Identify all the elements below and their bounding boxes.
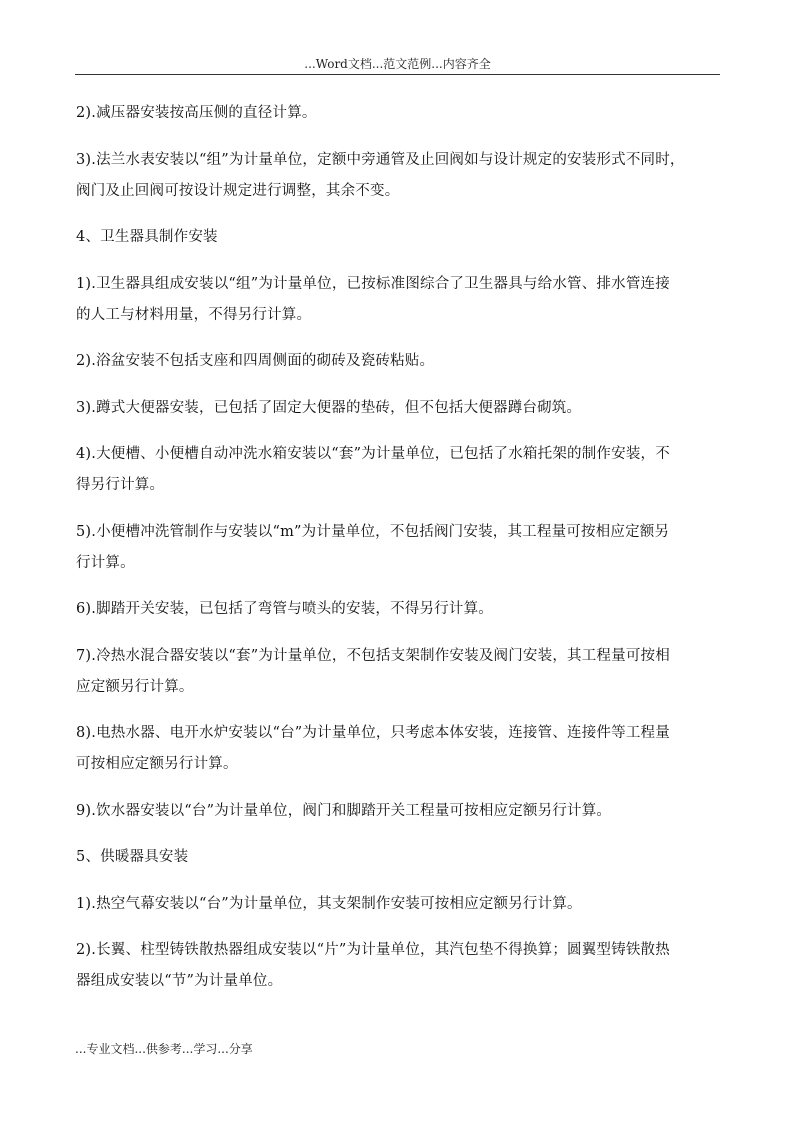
paragraph-water-heater — [76, 718, 720, 780]
paragraph-line: 得另行计算。 — [76, 477, 165, 493]
paragraph-line: 的人工与材料用量，不得另行计算。 — [76, 306, 312, 323]
paragraph-line: 3).蹲式大便器安装，已包括了固定大便器的垫砖，但不包括大便器蹲台砌筑。 — [76, 399, 582, 416]
page-footer: ...专业文档...供参考...学习...分享 — [75, 1042, 253, 1056]
section-heading-text: 5、供暖器具安装 — [76, 849, 189, 865]
paragraph-sanitary-assembly — [76, 269, 720, 331]
paragraph-line: 2).浴盆安装不包括支座和四周侧面的砌砖及瓷砖粘贴。 — [76, 353, 435, 369]
paragraph-line: 2).减压器安装按高压侧的直径计算。 — [76, 105, 317, 121]
paragraph-radiator — [76, 935, 720, 997]
paragraph-squat-toilet — [76, 393, 720, 424]
paragraph-flange-water-meter — [76, 145, 720, 207]
paragraph-line: 应定额另行计算。 — [76, 678, 194, 695]
header-divider — [75, 74, 720, 75]
section-heading-heating — [76, 842, 720, 873]
paragraph-line: 9).饮水器安装以“台”为计量单位，阀门和脚踏开关工程量可按相应定额另行计算。 — [76, 802, 612, 819]
paragraph-line: 阀门及止回阀可按设计规定进行调整，其余不变。 — [76, 182, 400, 199]
paragraph-line: 5).小便槽冲洗管制作与安装以“m”为计量单位，不包括阀门安装，其工程量可按相应定额另 — [76, 523, 670, 540]
paragraph-air-curtain — [76, 889, 720, 920]
paragraph-foot-switch — [76, 594, 720, 625]
paragraph-drinking-fountain — [76, 796, 720, 827]
paragraph-line: 1).热空气幕安装以“台”为计量单位，其支架制作安装可按相应定额另行计算。 — [76, 895, 582, 912]
paragraph-line: 1).卫生器具组成安装以“组”为计量单位，已按标准图综合了卫生器具与给水管、排水管连接 — [76, 275, 670, 292]
paragraph-pressure-reducer — [76, 98, 720, 129]
page-header: ...Word文档...范文范例...内容齐全 — [304, 57, 491, 71]
paragraph-flush-tank — [76, 439, 720, 501]
paragraph-bathtub — [76, 346, 720, 377]
document-body — [76, 98, 720, 1013]
section-heading-text: 4、卫生器具制作安装 — [76, 229, 218, 245]
paragraph-mixer — [76, 641, 720, 703]
paragraph-line: 可按相应定额另行计算。 — [76, 756, 238, 772]
paragraph-line: 3).法兰水表安装以“组”为计量单位，定额中旁通管及止回阀如与设计规定的安装形式不同时， — [76, 151, 685, 168]
paragraph-line: 8).电热水器、电开水炉安装以“台”为计量单位，只考虑本体安装，连接管、连接件等工程量 — [76, 725, 670, 741]
paragraph-line: 行计算。 — [76, 554, 135, 571]
paragraph-line: 7).冷热水混合器安装以“套”为计量单位，不包括支架制作安装及阀门安装，其工程量可按相 — [76, 647, 670, 664]
paragraph-line: 器组成安装以“节”为计量单位。 — [76, 973, 283, 989]
paragraph-line: 4).大便槽、小便槽自动冲洗水箱安装以“套”为计量单位，已包括了水箱托架的制作安装，不 — [76, 446, 670, 462]
paragraph-line: 2).长翼、柱型铸铁散热器组成安装以“片”为计量单位，其汽包垫不得换算；圆翼型铸铁散热 — [76, 942, 670, 958]
paragraph-urinal-flush-pipe — [76, 517, 720, 579]
section-heading-sanitary-fixtures — [76, 222, 720, 253]
paragraph-line: 6).脚踏开关安装，已包括了弯管与喷头的安装，不得另行计算。 — [76, 601, 493, 617]
